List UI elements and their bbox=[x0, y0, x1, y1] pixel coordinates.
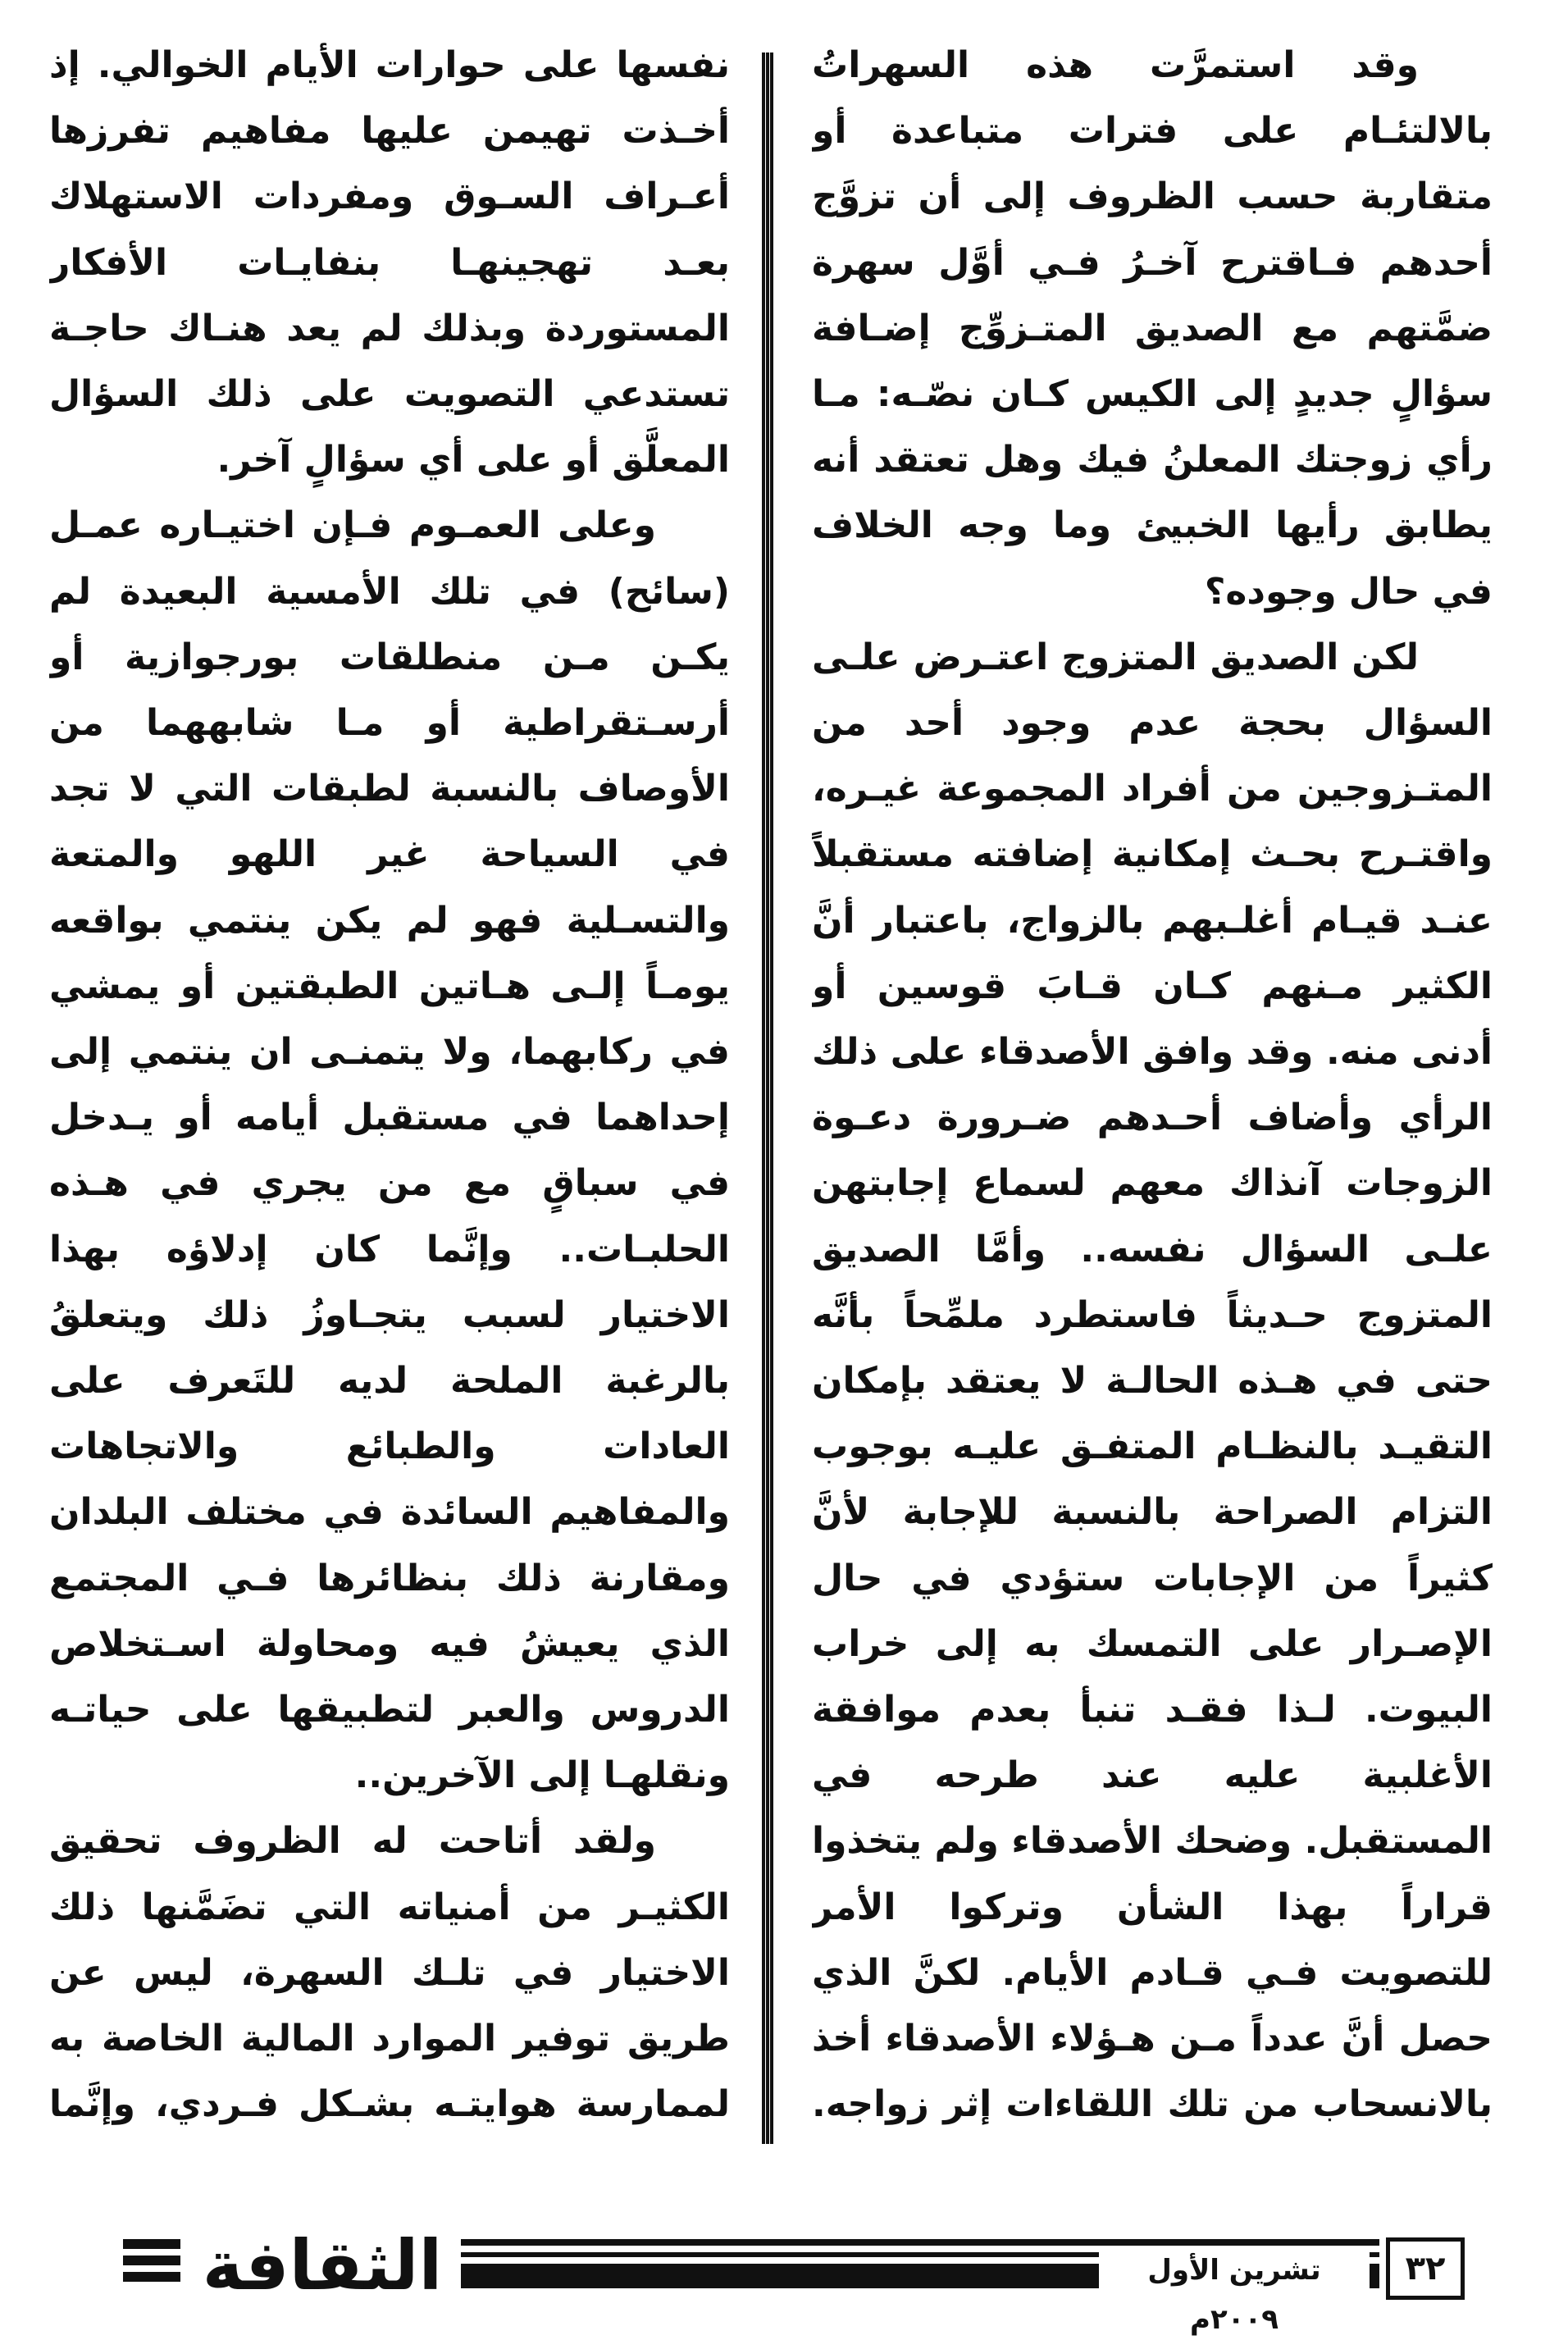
paragraph: ولقد أتاحت له الظروف تحقيق الكثيـر من أمنياته التي تضَمَّنها ذلك الاختيار في تلـك السهرة، ليس عن طريق توفير الموارد المالية الخاصة به لممارسة هوايتـه بشـكل فـردي، وإنَّما bbox=[49, 1820, 730, 2126]
paragraph: نفسها على حوارات الأيام الخوالي. إذ أخـذت تهيمن عليها مفاهيم تفرزها أعـراف السـوق ومفردات الاستهلاك بعـد تهجينهـا بنفايـات الأفكار المستوردة وبذلك لم يعد هنـاك حاجـة تستدعي التصويت على ذلك السؤال المعلَّق أو على أي سؤالٍ آخر. bbox=[49, 44, 730, 481]
issue-date: تشرين الأول ٢٠٠٩م bbox=[1099, 2246, 1370, 2295]
article-column-right bbox=[812, 33, 1493, 2132]
footer-bars-decoration bbox=[123, 2239, 180, 2297]
page-footer bbox=[0, 2214, 1568, 2336]
paragraph: لكن الصديق المتزوج اعتـرض علـى السؤال بحجة عدم وجود أحد من المتـزوجين من أفراد المجموعة غيـره، واقتـرح بحـث إمكانية إضافته مستقبلاً عنـد قيـام أغلـبهم بالزواج، باعتبار أنَّ الكثير مـنهم كـان قـابَ قوسين أو أدنى منه. وقد وافق الأصدقاء على ذلك الرأي وأضاف أحـدهم ضـرورة دعـوة الزوجات آنذاك معهم لسماع إجابتهن علـى السؤال نفسه.. وأمَّا الصديق المتزوج حـديثاً فاستطرد ملمِّحاً بأنَّه حتى في هـذه الحالـة لا يعتقد بإمكان التقيـد بالنظـام المتفـق عليـه بوجوب التزام الصراحة بالنسبة للإجابة لأنَّ كثيراً من الإجابات ستؤدي في حال الإصـرار على التمسك به إلى خراب البيوت. لـذا فقـد تنبأ بعدم موافقة الأغلبية عليه عند طرحه في المستقبل. وضحك الأصدقاء ولم يتخذوا قراراً بهذا الشأن وتركوا الأمر للتصويت فـي قـادم الأيام. لكنَّ الذي حصل أنَّ عدداً مـن هـؤلاء الأصدقاء أخذ بالانسحاب من تلك اللقاءات إثر زواجه. bbox=[812, 636, 1493, 2126]
paragraph: وقد استمرَّت هذه السهراتُ بالالتئـام على فترات متباعدة أو متقاربة حسب الظروف إلى أن تزوَّج أحدهم فـاقترح آخـرُ فـي أوَّل سهرة ضمَّتهم مع الصديق المتـزوِّج إضـافة سؤالٍ جديدٍ إلى الكيس كـان نصّـه: مـا رأي زوجتك المعلنُ فيك وهل تعتقد أنه يطابق رأيها الخبيئ وما وجه الخلاف في حال وجوده؟ bbox=[812, 44, 1493, 613]
column-divider bbox=[762, 52, 773, 2144]
magazine-logo: الثقافة bbox=[202, 2225, 443, 2306]
page-number: ٣٢ bbox=[1386, 2237, 1465, 2300]
article-column-left bbox=[49, 33, 730, 2132]
paragraph: وعلى العمـوم فـإن اختيـاره عمـل (سائح) في تلك الأمسية البعيدة لم يكـن مـن منطلقات بورجوازية أو أرسـتقراطية أو مـا شابههما من الأوصاف بالنسبة لطبقات التي لا تجد في السياحة غير اللهو والمتعة والتسـلية فهو لم يكن ينتمي بواقعه يومـاً إلـى هـاتين الطبقتين أو يمشي في ركابهما، ولا يتمنـى ان ينتمي إلى إحداهما في مستقبل أيامه أو يـدخل في سباقٍ مع من يجري في هـذه الحلبـات.. وإنَّما كان إدلاؤه بهذا الاختيار لسبب يتجـاوزُ ذلك ويتعلقُ بالرغبة الملحة لديه للتَعرف على العادات والطبائع والاتجاهات والمفاهيم السائدة في مختلف البلدان ومقارنة ذلك بنظائرها فـي المجتمع الذي يعيشُ فيه ومحاولة اسـتخلاص الدروس والعبر لتطبيقها على حياتـه ونقلهـا إلى الآخرين.. bbox=[49, 504, 730, 1797]
